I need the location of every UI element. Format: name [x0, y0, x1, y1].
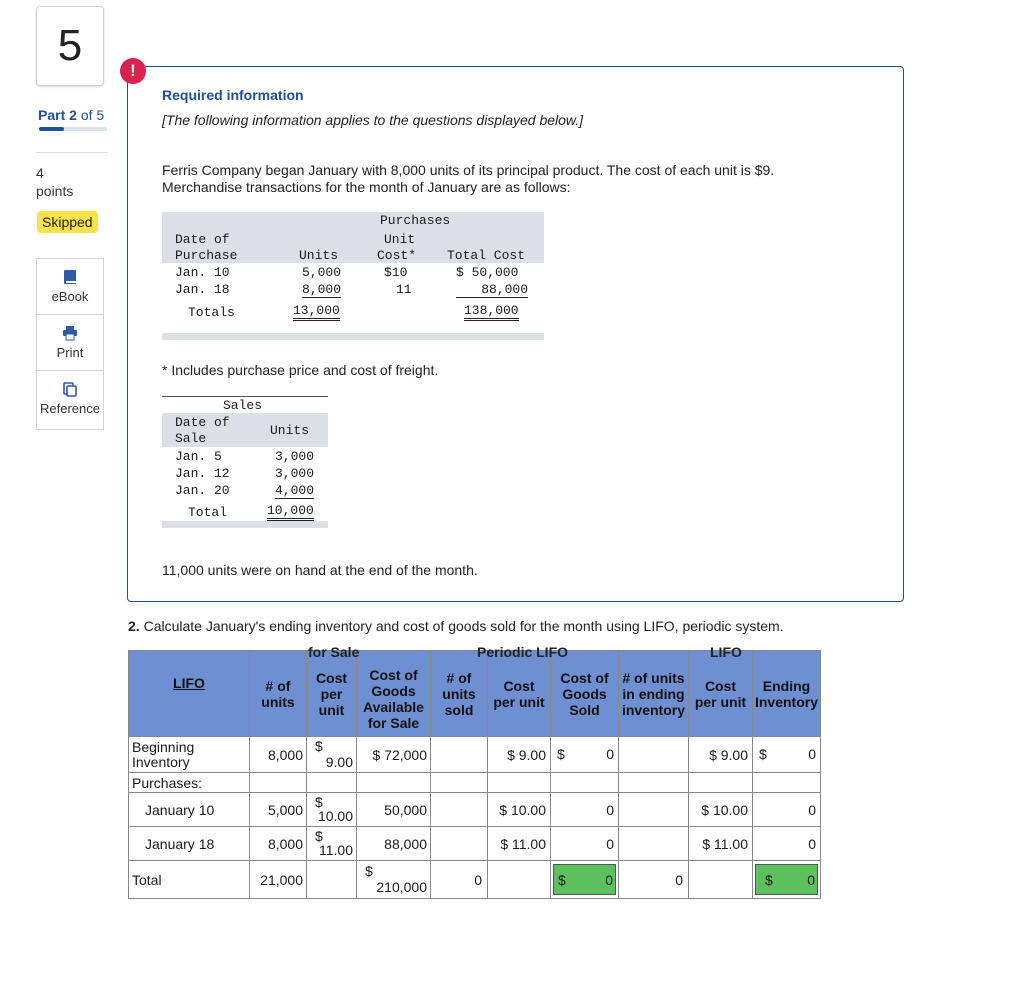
cogs-total: $ 0	[551, 861, 619, 899]
book-icon	[62, 269, 78, 285]
units-cell: 5,000	[250, 793, 307, 827]
totals-units: 13,000	[293, 303, 340, 321]
alert-icon: !	[120, 58, 146, 84]
purchase-date: Jan. 18	[175, 282, 230, 297]
ending-units-total: 0	[619, 861, 689, 899]
printer-icon	[62, 325, 78, 341]
points-value: 4	[36, 165, 44, 181]
question-2-text: Calculate January's ending inventory and cost of goods sold for the month using LIFO, periodic system.	[143, 618, 784, 634]
purchase-total: $ 50,000	[456, 265, 519, 280]
cogaf-total-cell: $ 210,000	[357, 861, 431, 899]
col-header-cost-per-unit-2: Cost per unit	[488, 651, 551, 737]
info-heading: Required information	[162, 87, 304, 103]
header-date-1: Date of	[175, 232, 230, 247]
part-indicator	[38, 107, 104, 123]
cost-per-unit-cell: $ 11.00	[307, 827, 357, 861]
col-header-cogaf: Cost of Goods Available for Sale	[357, 651, 431, 737]
cogs-input[interactable]: 0	[551, 793, 619, 827]
col-header-ending-inventory: Ending Inventory	[753, 651, 821, 737]
cogaf-cell: 88,000	[357, 827, 431, 861]
units-sold-input[interactable]	[431, 737, 488, 773]
status-badge: Skipped	[37, 211, 98, 233]
purchase-units: 8,000	[302, 282, 342, 297]
ebook-button[interactable]	[36, 258, 104, 316]
row-label: Total	[129, 861, 250, 899]
footnote: * Includes purchase price and cost of freight.	[162, 362, 439, 378]
units-cell: 8,000	[250, 737, 307, 773]
cost-per-unit-cell: $ 10.00	[307, 793, 357, 827]
question-number: 5	[36, 6, 104, 86]
table-row-january-18	[129, 827, 821, 861]
cost-per-unit-cell: $ 9.00	[307, 737, 357, 773]
row-label: Purchases:	[129, 773, 250, 793]
units-sold-total: 0	[431, 861, 488, 899]
cost-per-unit-3-cell: $ 10.00	[689, 793, 753, 827]
cost-per-unit-3-cell: $ 9.00	[689, 737, 753, 773]
purchase-unit-cost: $10	[384, 265, 408, 280]
header-label-lifo: LIFO	[710, 645, 742, 657]
totals-label: Totals	[188, 305, 235, 320]
header-label-periodic-lifo: Periodic LIFO	[477, 645, 569, 657]
ending-inventory-input[interactable]: 0	[753, 827, 821, 861]
sales-header-units: Units	[270, 423, 310, 438]
table-row-beginning	[129, 737, 821, 773]
sales-total-units: 10,000	[267, 503, 314, 521]
divider	[36, 152, 108, 153]
print-button[interactable]	[36, 314, 104, 372]
sale-date: Jan. 5	[175, 449, 222, 464]
row-label: Beginning Inventory	[129, 737, 250, 773]
part-of: of 5	[80, 107, 105, 123]
units-cell: 8,000	[250, 827, 307, 861]
purchase-unit-cost: 11	[396, 282, 412, 297]
purchases-group-header: Purchases	[380, 213, 451, 228]
table-row-purchases-label	[129, 773, 821, 793]
cost-per-unit-3-cell: $ 11.00	[689, 827, 753, 861]
cogs-input[interactable]: 0	[551, 827, 619, 861]
header-label-for-sale: for Sale	[308, 645, 360, 657]
print-label: Print	[56, 345, 84, 360]
ending-inventory-input[interactable]: 0	[753, 793, 821, 827]
col-header-cost-per-unit: Cost per unit	[307, 651, 357, 737]
ending-units-input[interactable]	[619, 737, 689, 773]
cost-per-unit-2-cell: $ 11.00	[488, 827, 551, 861]
cogaf-cell: $ 72,000	[357, 737, 431, 773]
row-label: January 10	[129, 793, 250, 827]
question-2-number: 2.	[128, 618, 140, 634]
header-total-cost: Total Cost	[447, 248, 526, 263]
intro-line-2: Merchandise transactions for the month of January are as follows:	[162, 179, 571, 195]
sale-units: 3,000	[275, 449, 315, 464]
ebook-label: eBook	[51, 289, 89, 304]
sale-date: Jan. 12	[175, 466, 230, 481]
intro-line-1: Ferris Company began January with 8,000 units of its principal product. The cost of each unit is $9.	[162, 162, 775, 178]
info-subheading: [The following information applies to the questions displayed below.]	[162, 112, 584, 128]
totals-total: 138,000	[464, 303, 519, 321]
units-cell: 21,000	[250, 861, 307, 899]
cogs-input[interactable]: $ 0	[551, 737, 619, 773]
purchases-table	[162, 212, 544, 340]
cost-per-unit-2-cell: $ 10.00	[488, 793, 551, 827]
units-sold-input[interactable]	[431, 793, 488, 827]
reference-label: Reference	[40, 401, 100, 416]
purchase-units: 5,000	[302, 265, 342, 280]
sale-units: 4,000	[275, 483, 315, 498]
question-2-prompt	[128, 618, 784, 634]
sales-header-date-2: Sale	[175, 431, 207, 446]
header-units: Units	[299, 248, 339, 263]
col-header-cost-per-unit-3: Cost per unit	[689, 651, 753, 737]
part-prefix: Part	[38, 107, 66, 123]
reference-button[interactable]	[36, 370, 104, 430]
table-row-total	[129, 861, 821, 899]
table-row-january-10	[129, 793, 821, 827]
ending-inventory-total: $ 0	[753, 861, 821, 899]
col-header-units-sold: # of units sold	[431, 651, 488, 737]
sales-header-date-1: Date of	[175, 415, 230, 430]
copy-icon	[62, 381, 78, 397]
points-label: points	[36, 183, 74, 199]
col-header-units-ending: # of units in ending inventory	[619, 651, 689, 737]
purchase-total: 88,000	[456, 282, 528, 298]
cogaf-cell: 50,000	[357, 793, 431, 827]
col-header-cogs: Cost of Goods Sold	[551, 651, 619, 737]
part-progress-bar	[39, 127, 107, 131]
header-unit-1: Unit	[384, 232, 416, 247]
ending-units-input[interactable]	[619, 793, 689, 827]
units-on-hand: 11,000 units were on hand at the end of the month.	[162, 562, 478, 578]
units-sold-input[interactable]	[431, 827, 488, 861]
sales-total-label: Total	[188, 505, 228, 520]
sale-date: Jan. 20	[175, 483, 230, 498]
lifo-answer-table	[128, 650, 821, 899]
sales-table	[162, 396, 328, 528]
part-current: 2	[69, 107, 77, 123]
col-header-units: # of units	[250, 651, 307, 737]
col-header-lifo: LIFO	[129, 651, 250, 737]
row-label: January 18	[129, 827, 250, 861]
sales-group-header: Sales	[223, 398, 263, 413]
header-unit-2: Cost*	[377, 248, 417, 263]
cost-per-unit-2-cell: $ 9.00	[488, 737, 551, 773]
header-date-2: Purchase	[175, 248, 238, 263]
sale-units: 3,000	[275, 466, 315, 481]
ending-inventory-input[interactable]: $ 0	[753, 737, 821, 773]
ending-units-input[interactable]	[619, 827, 689, 861]
purchase-date: Jan. 10	[175, 265, 230, 280]
